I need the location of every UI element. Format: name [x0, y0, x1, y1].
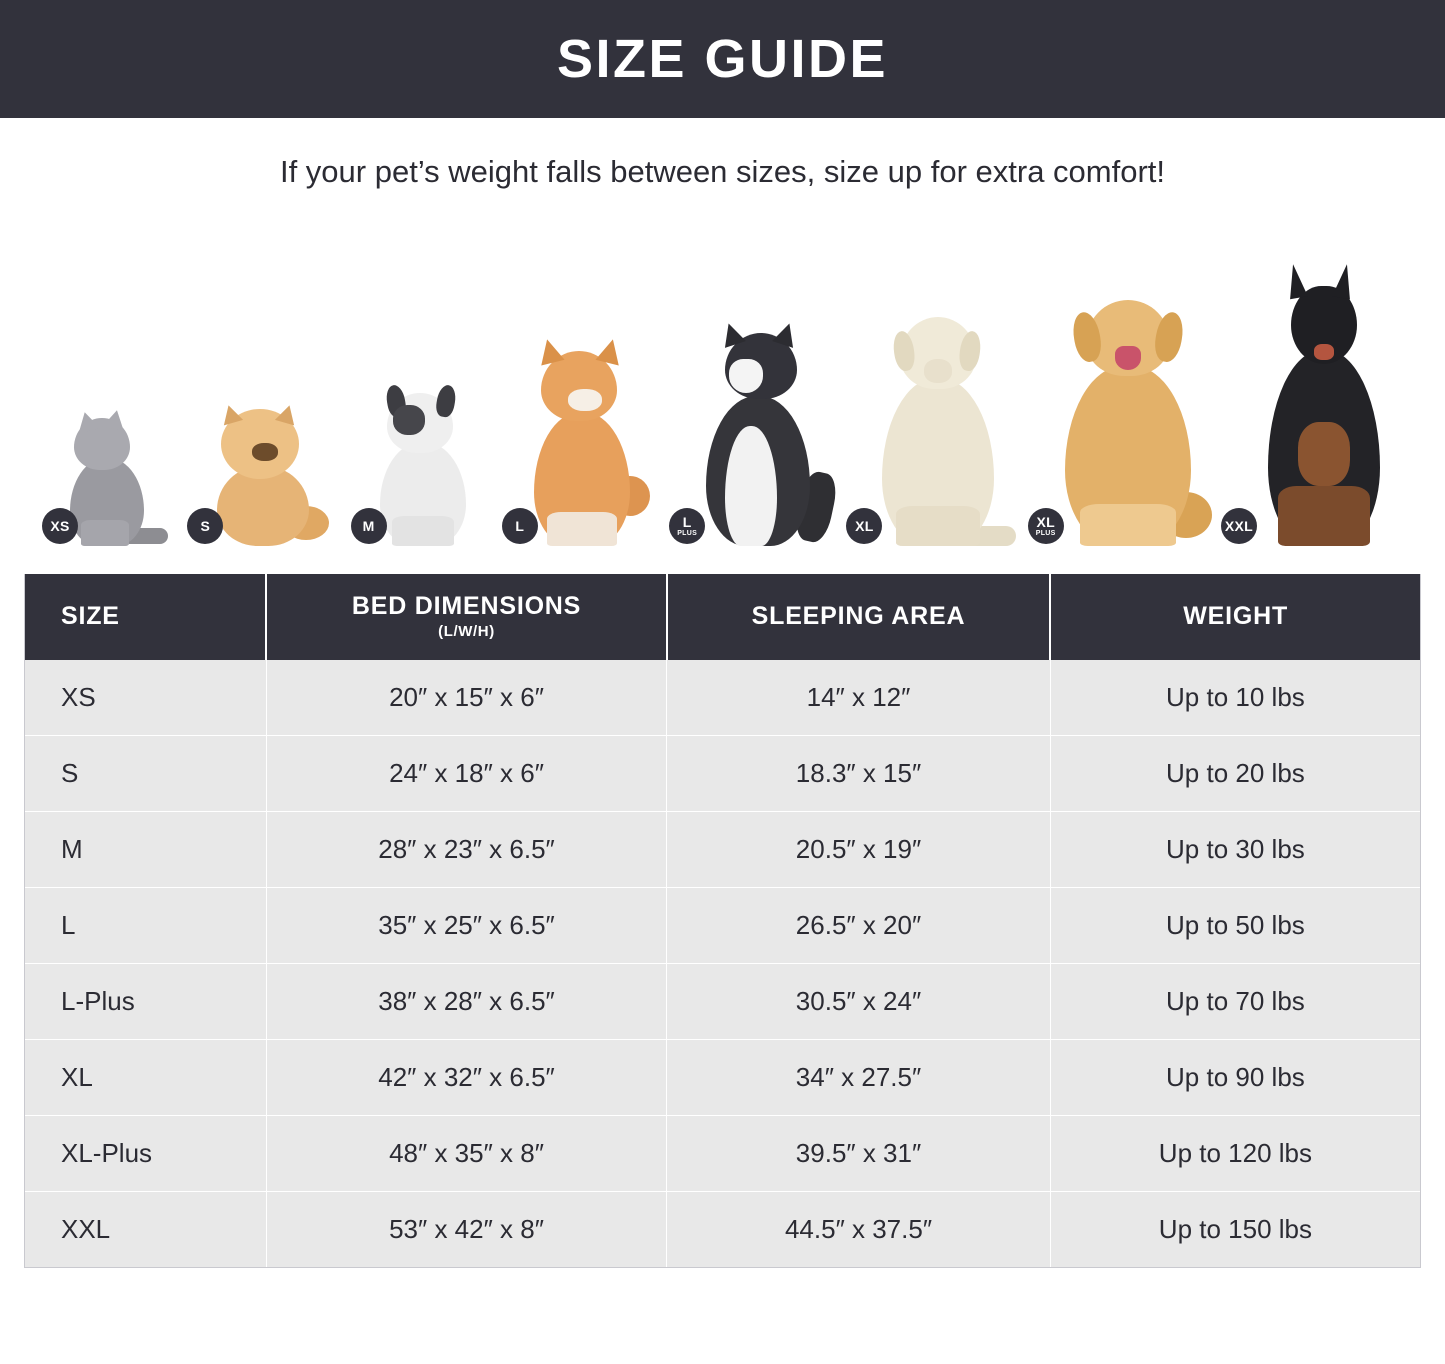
cell-sleeping-area: 44.5″ x 37.5″ — [667, 1192, 1051, 1268]
cell-dimensions: 24″ x 18″ x 6″ — [266, 736, 666, 812]
table-row — [25, 736, 1420, 812]
golden-retriever-icon — [1044, 284, 1212, 546]
size-badge-label: M — [362, 518, 375, 534]
pet-illustration-l — [514, 331, 656, 546]
cell-sleeping-area: 26.5″ x 20″ — [667, 888, 1051, 964]
size-table — [25, 574, 1420, 1267]
table-row — [25, 964, 1420, 1040]
page-header-banner — [0, 0, 1445, 118]
column-header-dimensions — [266, 574, 666, 660]
size-badge-xl-plus — [1028, 508, 1064, 544]
cell-dimensions: 38″ x 28″ x 6.5″ — [266, 964, 666, 1040]
cell-sleeping-area: 18.3″ x 15″ — [667, 736, 1051, 812]
pet-illustration-xl — [855, 301, 1016, 546]
column-header-sleeping-area: SLEEPING AREA — [667, 574, 1051, 660]
pet-illustration-s — [199, 391, 331, 546]
size-badge-label: L — [515, 518, 525, 534]
cell-size: XL — [25, 1040, 266, 1116]
cell-weight: Up to 10 lbs — [1050, 660, 1420, 736]
cell-weight: Up to 150 lbs — [1050, 1192, 1420, 1268]
size-badge-sublabel: PLUS — [677, 530, 698, 537]
column-header-dimensions-sublabel: (L/W/H) — [438, 623, 495, 640]
cell-sleeping-area: 34″ x 27.5″ — [667, 1040, 1051, 1116]
cell-dimensions: 53″ x 42″ x 8″ — [266, 1192, 666, 1268]
size-badge-l-plus — [669, 508, 705, 544]
cell-weight: Up to 20 lbs — [1050, 736, 1420, 812]
cell-dimensions: 48″ x 35″ x 8″ — [266, 1116, 666, 1192]
cell-dimensions: 28″ x 23″ x 6.5″ — [266, 812, 666, 888]
size-badge-xxl — [1221, 508, 1257, 544]
labrador-icon — [860, 301, 1016, 546]
cell-sleeping-area: 20.5″ x 19″ — [667, 812, 1051, 888]
pet-illustration-xl-plus — [1035, 284, 1212, 546]
subtitle-text: If your pet’s weight falls between sizes, size up for extra comfort! — [279, 154, 1166, 189]
table-row — [25, 1040, 1420, 1116]
column-header-weight: WEIGHT — [1050, 574, 1420, 660]
cell-size: XS — [25, 660, 266, 736]
cell-size: M — [25, 812, 266, 888]
table-header-row — [25, 574, 1420, 660]
cell-sleeping-area: 14″ x 12″ — [667, 660, 1051, 736]
cell-size: L — [25, 888, 266, 964]
cell-weight: Up to 50 lbs — [1050, 888, 1420, 964]
cell-sleeping-area: 30.5″ x 24″ — [667, 964, 1051, 1040]
cell-dimensions: 35″ x 25″ x 6.5″ — [266, 888, 666, 964]
pet-illustration-xs — [52, 406, 172, 546]
size-badge-m — [351, 508, 387, 544]
cell-weight: Up to 90 lbs — [1050, 1040, 1420, 1116]
cell-size: S — [25, 736, 266, 812]
cell-dimensions: 20″ x 15″ x 6″ — [266, 660, 666, 736]
cell-weight: Up to 30 lbs — [1050, 812, 1420, 888]
size-badge-l — [502, 508, 538, 544]
page-title: SIZE GUIDE — [556, 29, 889, 89]
table-row — [25, 1116, 1420, 1192]
pet-size-illustrations — [24, 226, 1421, 546]
size-badge-xs — [42, 508, 78, 544]
shiba-inu-icon — [514, 331, 656, 546]
size-badge-label: XL — [855, 518, 874, 534]
cell-size: XL-Plus — [25, 1116, 266, 1192]
table-body — [25, 660, 1420, 1267]
pet-illustration-m — [359, 371, 487, 546]
subtitle-container — [0, 118, 1445, 226]
cell-size: XXL — [25, 1192, 266, 1268]
table-row — [25, 660, 1420, 736]
doberman-icon — [1239, 268, 1409, 546]
size-table-container — [24, 574, 1421, 1268]
pet-illustration-xxl — [1224, 268, 1409, 546]
column-header-dimensions-label: BED DIMENSIONS — [351, 592, 582, 620]
cell-size: L-Plus — [25, 964, 266, 1040]
cell-weight: Up to 120 lbs — [1050, 1116, 1420, 1192]
size-badge-sublabel: PLUS — [1035, 530, 1056, 537]
cell-dimensions: 42″ x 32″ x 6.5″ — [266, 1040, 666, 1116]
cell-weight: Up to 70 lbs — [1050, 964, 1420, 1040]
table-header — [25, 574, 1420, 660]
border-collie-icon — [683, 311, 833, 546]
table-row — [25, 812, 1420, 888]
table-row — [25, 888, 1420, 964]
size-badge-label: XS — [50, 518, 70, 534]
size-badge-label: XL — [1036, 514, 1055, 530]
pet-illustration-l-plus — [677, 311, 833, 546]
column-header-size: SIZE — [25, 574, 266, 660]
size-badge-label: S — [200, 518, 211, 534]
size-badge-label: L — [682, 514, 692, 530]
table-row — [25, 1192, 1420, 1268]
cell-sleeping-area: 39.5″ x 31″ — [667, 1116, 1051, 1192]
size-badge-label: XXL — [1224, 518, 1254, 534]
